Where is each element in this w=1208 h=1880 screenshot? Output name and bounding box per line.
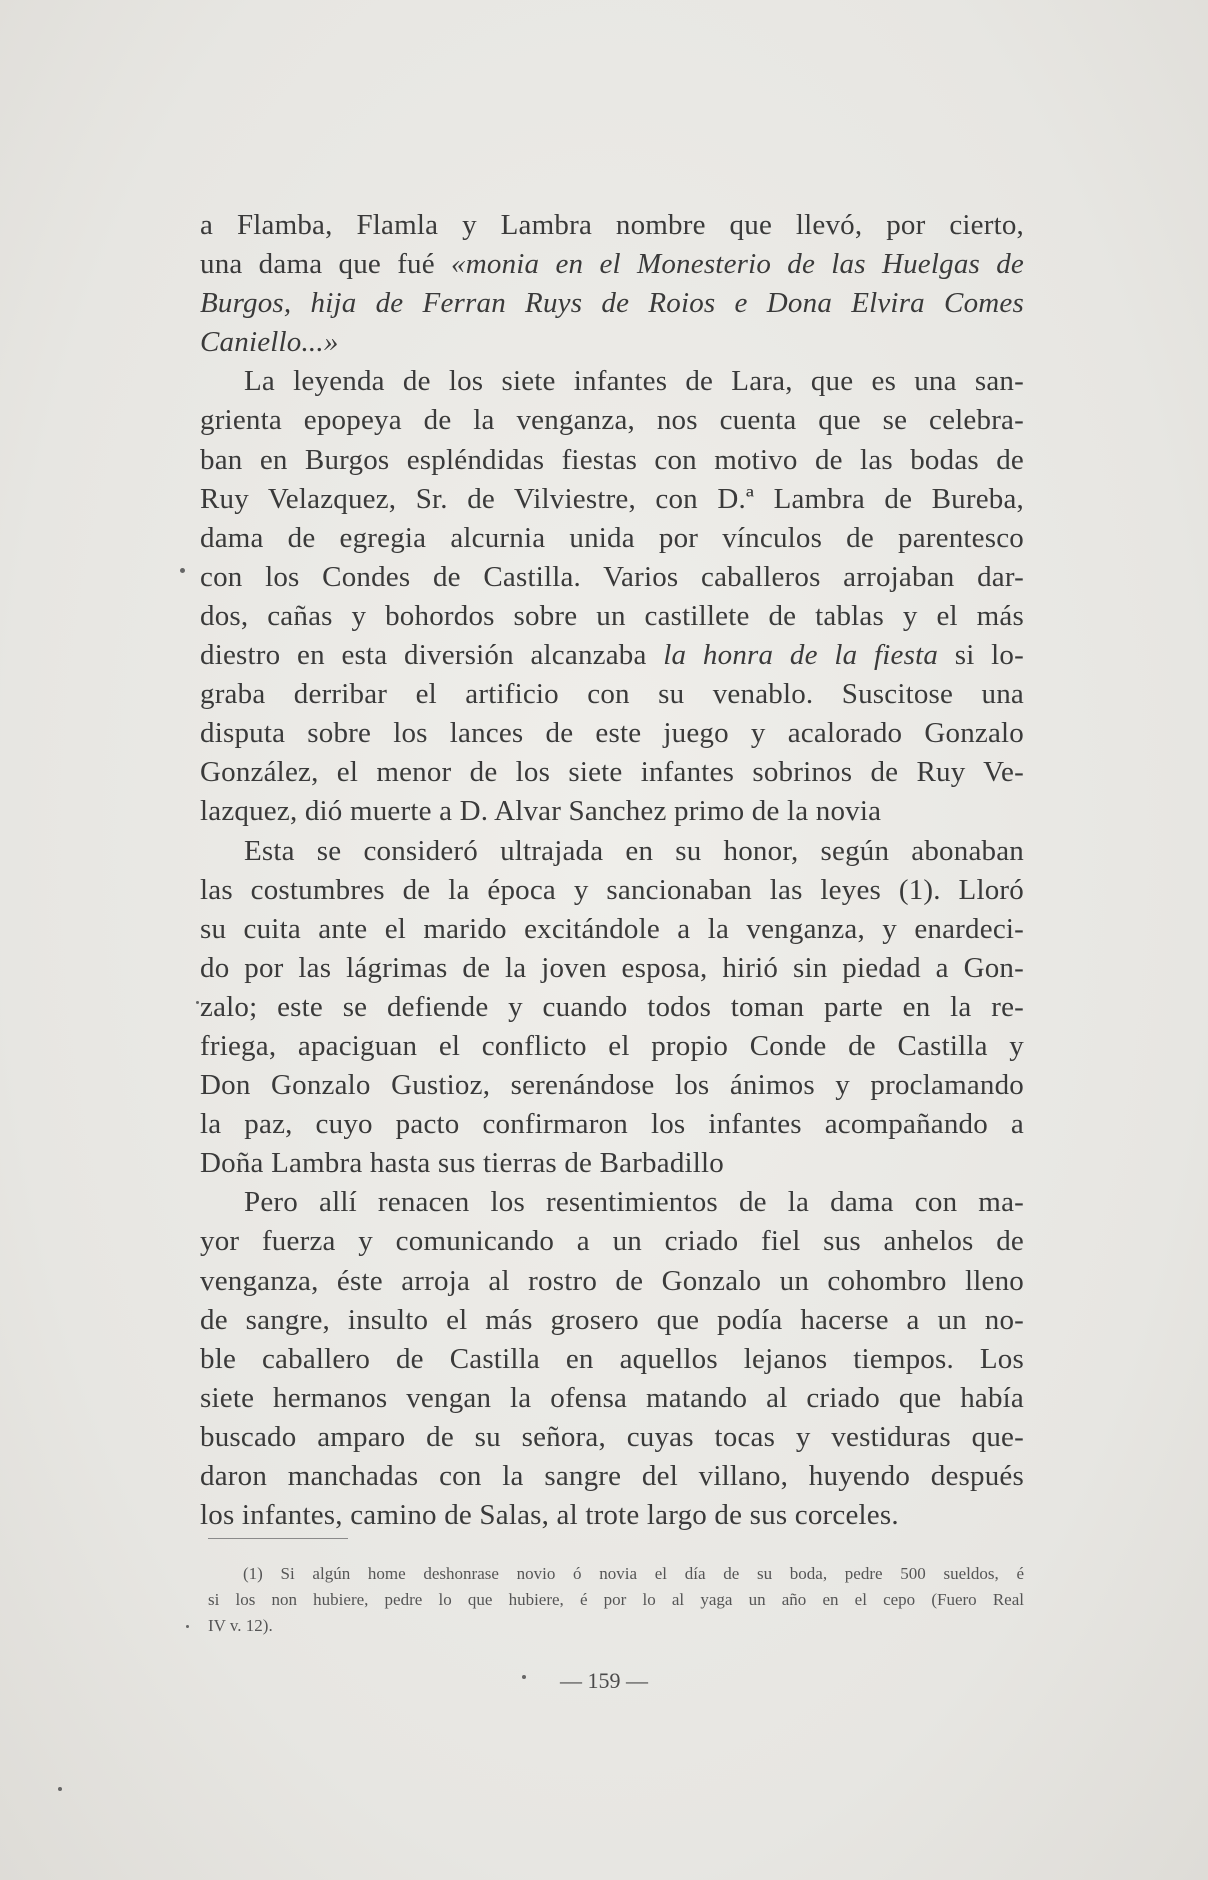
text-line (200, 988, 1024, 1027)
text-segment: lazquez, dió muerte a D. Alvar Sanchez primo de la novia (200, 795, 882, 828)
footnote-line: (1) Si algún home deshonrase novio ó novia el día de su boda, pedre 500 sueldos, é (243, 1564, 1024, 1583)
text-segment: yor fuerza y comunicando a un criado fiel sus anhelos de (200, 1225, 1024, 1258)
text-segment: a Flamba, Flamla y Lambra nombre que llevó, por cierto, (200, 209, 1024, 241)
text-line (200, 714, 1024, 753)
text-segment: los infantes, camino de Salas, al trote largo de sus corceles. (200, 1499, 899, 1532)
italic-text: «monia en el Monesterio de las Huelgas de (451, 248, 1024, 281)
text-segment: dos, cañas y bohordos sobre un castillete de tablas y el más (200, 599, 1024, 632)
text-segment: con los Condes de Castilla. Varios caballeros arrojaban dar- (200, 560, 1024, 593)
italic-text: Burgos, hija de Ferran Ruys de Roios e Dona Elvira Comes (200, 287, 1024, 320)
text-segment: siete hermanos vengan la ofensa matando al criado que había (200, 1381, 1024, 1414)
text-segment: ban en Burgos espléndidas fiestas con motivo de las bodas de (200, 443, 1024, 476)
text-segment: La leyenda de los siete infantes de Lara, que es una san- (244, 365, 1024, 398)
text-line (200, 284, 1024, 323)
text-line (200, 597, 1024, 636)
text-line (200, 558, 1024, 597)
ink-speck (180, 568, 185, 573)
text-line (200, 1105, 1024, 1144)
footnote-rule (208, 1538, 348, 1539)
text-line (200, 910, 1024, 949)
text-segment: la paz, cuyo pacto confirmaron los infantes acompañando a (200, 1108, 1024, 1141)
text-segment: Pero allí renacen los resentimientos de la dama con ma- (244, 1186, 1024, 1219)
text-line (200, 206, 1024, 245)
page-number: — 159 — (560, 1668, 648, 1693)
text-line (200, 1262, 1024, 1301)
text-segment: disputa sobre los lances de este juego y acalorado Gonzalo (200, 717, 1024, 750)
text-segment: buscado amparo de su señora, cuyas tocas y vestiduras que- (200, 1420, 1024, 1453)
text-line (200, 1027, 1024, 1066)
text-segment: González, el menor de los siete infantes sobrinos de Ruy Ve- (200, 756, 1024, 789)
ink-speck (196, 1001, 199, 1004)
text-line (200, 792, 1024, 831)
text-line (200, 441, 1024, 480)
ink-speck (522, 1675, 526, 1679)
text-line (200, 1144, 1024, 1183)
text-segment: friega, apaciguan el conflicto el propio Conde de Castilla y (200, 1029, 1024, 1062)
text-line (200, 1457, 1024, 1496)
text-segment: Doña Lambra hasta sus tierras de Barbadillo (200, 1147, 724, 1180)
footnote (208, 1561, 1024, 1639)
text-line (200, 1340, 1024, 1379)
text-segment: graba derribar el artificio con su venablo. Suscitose una (200, 678, 1024, 711)
text-segment: do por las lágrimas de la joven esposa, hirió sin piedad a Gon- (200, 951, 1024, 984)
text-line (200, 832, 1024, 871)
text-segment: daron manchadas con la sangre del villano, huyendo después (200, 1460, 1024, 1492)
text-line (200, 362, 1024, 401)
text-segment: zalo; este se defiende y cuando todos toman parte en la re- (200, 990, 1024, 1023)
text-line (200, 519, 1024, 558)
text-line (200, 1183, 1024, 1222)
italic-text: Caniello...» (200, 326, 339, 359)
body-text (200, 206, 1024, 1535)
text-segment: dama de egregia alcurnia unida por vínculos de parentesco (200, 521, 1024, 554)
text-segment: su cuita ante el marido excitándole a la venganza, y enardeci- (200, 912, 1024, 945)
text-segment: grienta epopeya de la venganza, nos cuenta que se celebra- (200, 404, 1024, 437)
text-segment: si lo- (938, 639, 1024, 672)
text-line (200, 245, 1024, 284)
text-segment: diestro en esta diversión alcanzaba (200, 639, 664, 672)
text-line (200, 753, 1024, 792)
text-segment: ble caballero de Castilla en aquellos lejanos tiempos. Los (200, 1342, 1024, 1375)
text-line (200, 1066, 1024, 1105)
footnote-line: IV v. 12). (208, 1616, 273, 1635)
text-line (200, 1418, 1024, 1457)
text-line (200, 1496, 1024, 1535)
text-line (200, 480, 1024, 519)
text-line (200, 675, 1024, 714)
text-line (200, 636, 1024, 675)
text-line (200, 323, 1024, 362)
text-segment: venganza, éste arroja al rostro de Gonzalo un cohombro lleno (200, 1264, 1024, 1297)
ink-speck (186, 1625, 189, 1628)
text-segment: una dama que fué (200, 248, 452, 281)
ink-speck (58, 1787, 62, 1791)
text-line (200, 871, 1024, 910)
text-line (200, 1222, 1024, 1261)
text-segment: Esta se consideró ultrajada en su honor, según abonaban (244, 834, 1024, 867)
text-segment: de sangre, insulto el más grosero que podía hacerse a un no- (200, 1303, 1024, 1336)
italic-text: la honra de la fiesta (663, 639, 939, 672)
text-segment: las costumbres de la época y sancionaban las leyes (1). Lloró (200, 873, 1024, 906)
text-line (200, 401, 1024, 440)
text-line (200, 949, 1024, 988)
footnote-line: si los non hubiere, pedre lo que hubiere, é por lo al yaga un año en el cepo (Fuero Real (208, 1590, 1024, 1609)
text-segment: Don Gonzalo Gustioz, serenándose los ánimos y proclamando (200, 1069, 1024, 1102)
text-segment: Ruy Velazquez, Sr. de Vilviestre, con D.ª Lambra de Bureba, (200, 482, 1024, 515)
text-line (200, 1301, 1024, 1340)
text-line (200, 1379, 1024, 1418)
